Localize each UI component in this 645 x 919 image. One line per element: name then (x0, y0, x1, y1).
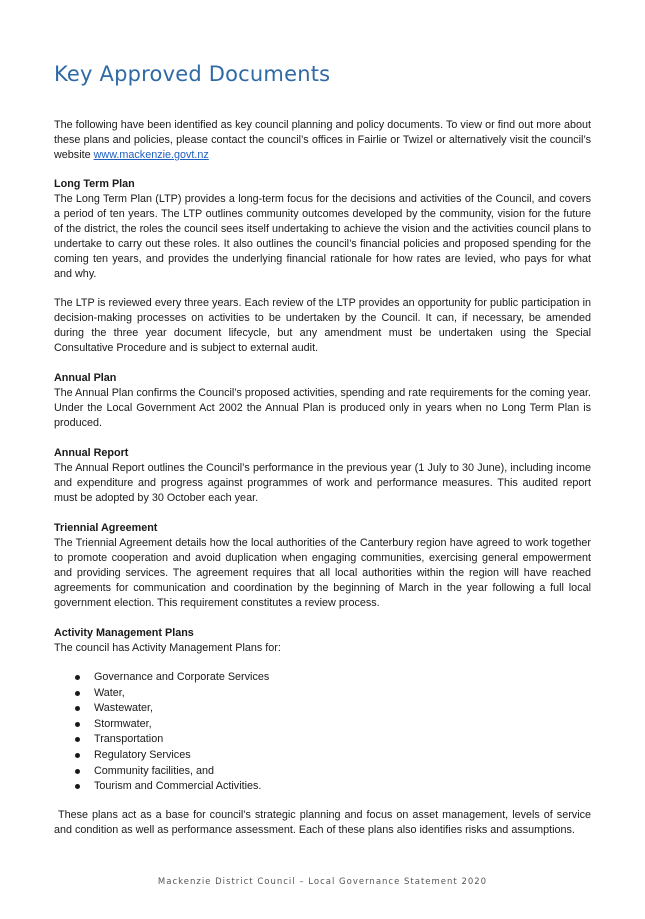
list-item: Governance and Corporate Services (54, 670, 591, 686)
section-activity-management-plans (54, 626, 595, 838)
section-annual-report (54, 446, 591, 506)
section-paragraph: The Annual Report outlines the Council’s performance in the previous year (1 July to 30 June), including income and expenditure and progress against programmes of work and performance measures. This audited report must be adopted by 30 October each year. (54, 462, 591, 504)
section-long-term-plan (54, 177, 591, 356)
plans-list (54, 670, 591, 795)
intro-paragraph (54, 118, 591, 163)
page-title: Key Approved Documents (54, 62, 331, 86)
intro-text: The following have been identified as key council planning and policy documents. To view or find out more about these plans and policies, please contact the council’s offices in Fairlie or Twizel or alternatively visit the council’s website (54, 119, 591, 161)
bullet-icon (75, 753, 80, 758)
list-item: Regulatory Services (54, 748, 591, 764)
bullet-icon (75, 784, 80, 789)
section-paragraph: The Triennial Agreement details how the local authorities of the Canterbury region have agreed to work together to promote cooperation and avoid duplication when engaging communities, exercising general empowerment and providing services. The agreement requires that all local authorities within the region will have reached agreements for communication and coordination by the beginning of March in the year following a full local government election. This requirement constitutes a review process. (54, 537, 591, 609)
list-item: Wastewater, (54, 701, 591, 717)
section-triennial-agreement (54, 521, 591, 611)
bullet-icon (75, 769, 80, 774)
page-footer: Mackenzie District Council – Local Governance Statement 2020 (157, 877, 488, 887)
section-heading: Long Term Plan (54, 178, 135, 190)
section-heading: Triennial Agreement (54, 522, 158, 534)
list-item: Stormwater, (54, 717, 591, 733)
section-paragraph: The Long Term Plan (LTP) provides a long-term focus for the decisions and activities of the Council, and covers a period of ten years. The LTP outlines community outcomes developed by the community, vision for the future of the district, the roles the council sees itself undertaking to achieve the vision and the activities council plans to undertake to carry out these roles. It also outlines the council’s financial policies and proposed spending for the coming ten years, and provides the underlying financial rationale for how rates are levied, who pays for what and why. (54, 193, 591, 280)
section-paragraph: The council has Activity Management Plans for: (54, 642, 281, 654)
list-item: Community facilities, and (54, 764, 591, 780)
section-paragraph: The Annual Plan confirms the Council’s proposed activities, spending and rate requirements for the coming year. Under the Local Government Act 2002 the Annual Plan is produced only in years when no Long Term Plan is produced. (54, 387, 591, 429)
document-body (54, 118, 595, 853)
bullet-icon (75, 737, 80, 742)
bullet-icon (75, 722, 80, 727)
list-item: Water, (54, 686, 591, 702)
list-item: Tourism and Commercial Activities. (54, 779, 591, 795)
council-website-link[interactable]: www.mackenzie.govt.nz (93, 149, 209, 161)
bullet-icon (75, 706, 80, 711)
section-annual-plan (54, 371, 591, 431)
section-heading: Activity Management Plans (54, 627, 194, 639)
section-heading: Annual Report (54, 447, 129, 459)
closing-paragraph: These plans act as a base for council’s strategic planning and focus on asset management, levels of service and condition as well as performance assessment. Each of these plans also identifies risks and assumptions. (54, 808, 595, 836)
section-heading: Annual Plan (54, 372, 117, 384)
bullet-icon (75, 691, 80, 696)
bullet-icon (75, 675, 80, 680)
section-paragraph: The LTP is reviewed every three years. Each review of the LTP provides an opportunity for public participation in decision-making processes on activities to be undertaken by the Council. It can, if necessary, be amended during the three year document lifecycle, but any amendment must be undertaken using the Special Consultative Procedure and is subject to external audit. (54, 297, 591, 354)
list-item: Transportation (54, 732, 591, 748)
